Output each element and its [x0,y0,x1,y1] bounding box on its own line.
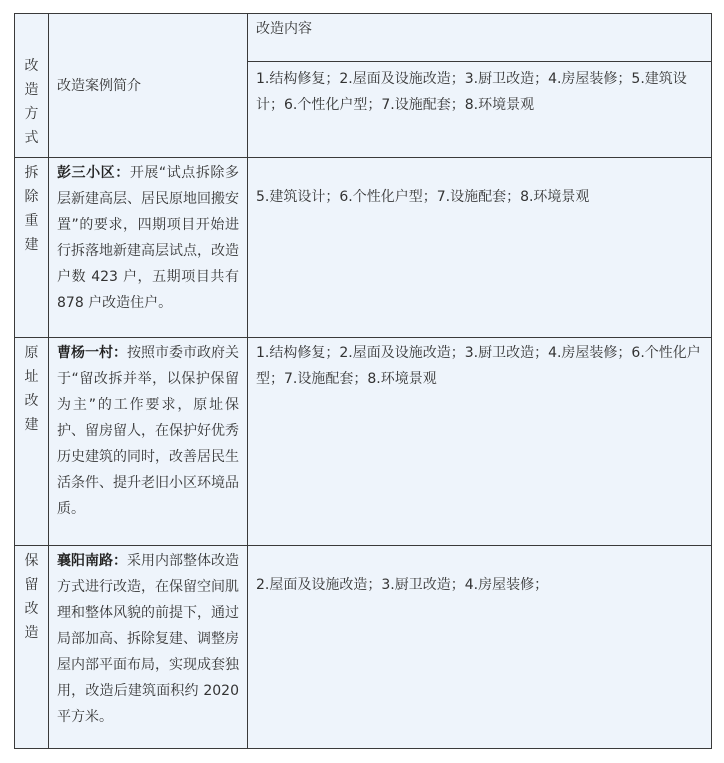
case-description: 按照市委市政府关于“留改拆并举，以保护保留为主”的工作要求，原址保护、留房留人，在保护好优秀历史建筑的同时，改善居民生活条件、提升老旧小区环境品质。 [57,345,239,517]
content-cell [248,338,712,546]
method-label: 原址改建 [24,345,39,433]
case-cell [49,546,248,749]
case-name: 襄阳南路： [57,553,127,569]
content-text: 5.建筑设计；6.个性化户型；7.设施配套；8.环境景观 [256,189,590,205]
header-content-label: 改造内容 [256,21,312,37]
header-content-list: 1.结构修复；2.屋面及设施改造；3.厨卫改造；4.房屋装修；5.建筑设计；6.个性化户型；7.设施配套；8.环境景观 [256,71,687,113]
renovation-table [14,13,712,749]
case-cell [49,338,248,546]
case-description: 采用内部整体改造方式进行改造，在保留空间肌理和整体风貌的前提下，通过局部加高、拆除复建、调整房屋内部平面布局，实现成套独用，改造后建筑面积约 2020平方米。 [57,553,239,725]
header-method-cell [15,14,49,158]
case-cell [49,158,248,338]
content-cell [248,546,712,749]
header-method-label: 改造方式 [24,58,39,146]
method-cell [15,158,49,338]
content-text: 1.结构修复；2.屋面及设施改造；3.厨卫改造；4.房屋装修；6.个性化户型；7.设施配套；8.环境景观 [256,345,701,387]
table-row [15,338,712,546]
method-label: 保留改造 [24,553,39,641]
method-label: 拆除重建 [24,165,39,253]
table-row [15,158,712,338]
header-content-list-cell [248,62,712,158]
header-case-label: 改造案例简介 [57,77,141,94]
case-name: 曹杨一村： [57,345,127,361]
method-cell [15,546,49,749]
header-row-top [15,14,712,62]
table-row [15,546,712,749]
case-name: 彭三小区： [57,165,130,181]
header-content-cell [248,14,712,62]
content-text: 2.屋面及设施改造；3.厨卫改造；4.房屋装修； [256,577,549,593]
header-case-cell [49,14,248,158]
content-cell [248,158,712,338]
method-cell [15,338,49,546]
case-description: 开展“试点拆除多层新建高层、居民原地回搬安置”的要求，四期项目开始进行拆落地新建高层试点，改造户数 423 户，五期项目共有 878 户改造住户。 [57,165,239,311]
